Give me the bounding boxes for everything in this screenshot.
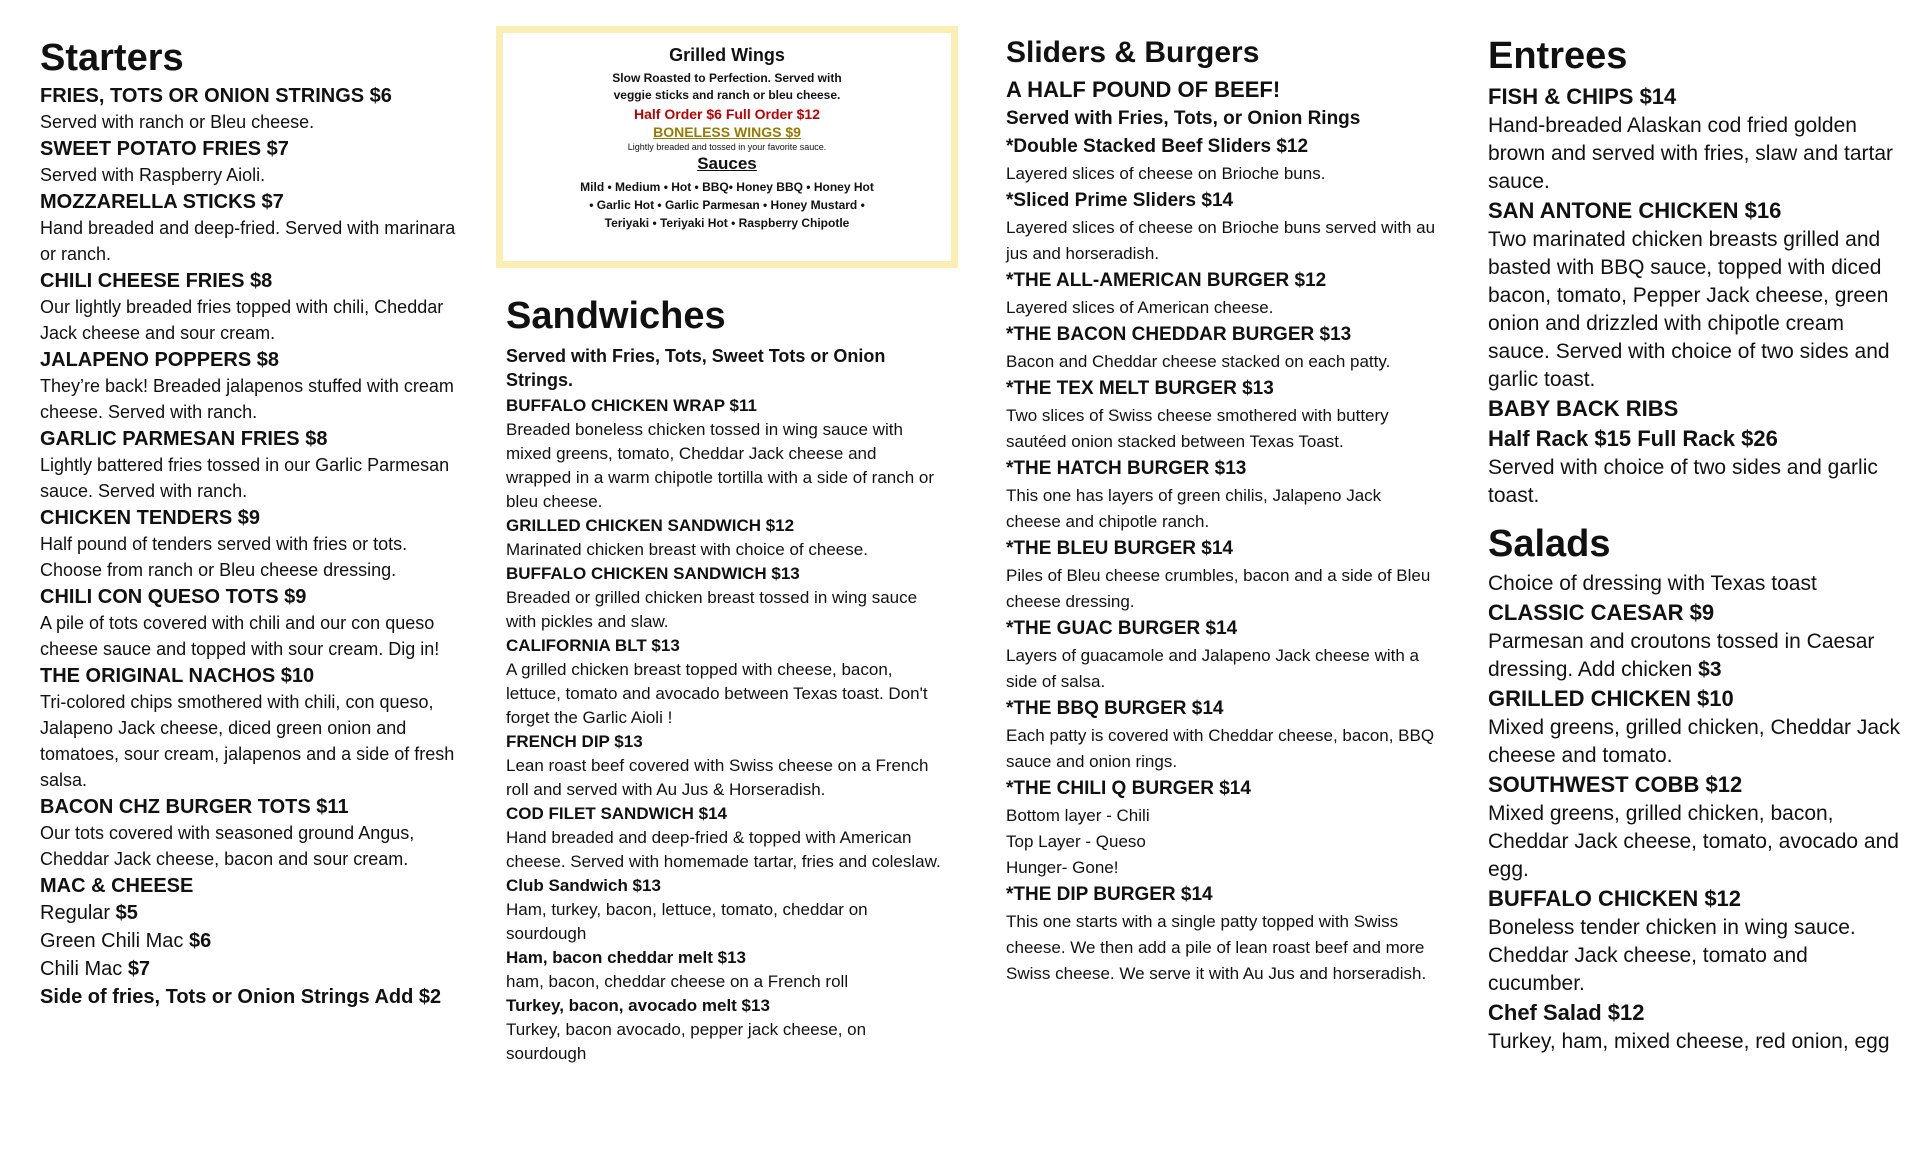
sandwiches-heading: Sandwiches <box>506 295 726 337</box>
menu-item <box>40 795 460 872</box>
menu-item <box>1488 598 1908 684</box>
menu-item-title: GRILLED CHICKEN SANDWICH $12 <box>506 515 795 535</box>
menu-item <box>1006 267 1436 321</box>
menu-item-desc: Served with Raspberry Aioli. <box>40 164 266 185</box>
menu-item-desc: Layered slices of cheese on Brioche buns. <box>1006 164 1326 183</box>
boneless-wings-title: BONELESS WINGS $9 <box>653 124 801 140</box>
menu-item-desc-line: Hunger- Gone! <box>1006 858 1119 877</box>
menu-item-desc: Breaded or grilled chicken breast tossed in wing sauce with pickles and slaw. <box>506 587 918 631</box>
menu-item-desc: Hand breaded and deep-fried. Served with marinara or ranch. <box>40 217 456 264</box>
menu-item-title: *THE HATCH BURGER $13 <box>1006 458 1247 479</box>
menu-item-desc: Two slices of Swiss cheese smothered with buttery sautéed onion stacked between Texas Toast. <box>1006 406 1389 451</box>
menu-item-title: *THE ALL-AMERICAN BURGER $12 <box>1006 270 1327 291</box>
menu-item-title: *THE BLEU BURGER $14 <box>1006 538 1233 559</box>
menu-item <box>1488 884 1908 998</box>
menu-item-title: GARLIC PARMESAN FRIES $8 <box>40 427 328 450</box>
menu-item-desc: A pile of tots covered with chili and our con queso cheese sauce and topped with sour cream. Dig in! <box>40 612 440 659</box>
burgers-heading: Sliders & Burgers <box>1006 36 1260 69</box>
sandwiches-section <box>506 296 946 1066</box>
menu-item-desc: Tri-colored chips smothered with chili, con queso, Jalapeno Jack cheese, diced green onion and tomatoes, sour cream, jalapenos and a side of fresh salsa. <box>40 691 455 790</box>
mac-option <box>40 899 460 927</box>
menu-item <box>1488 82 1908 196</box>
menu-item-title: *THE BBQ BURGER $14 <box>1006 698 1224 719</box>
menu-item-title: FRIES, TOTS OR ONION STRINGS $6 <box>40 84 392 107</box>
boneless-wings-note: Lightly breaded and tossed in your favorite sauce. <box>627 142 827 152</box>
menu-item-desc: Ham, turkey, bacon, lettuce, tomato, cheddar on sourdough <box>506 899 868 943</box>
menu-item-desc: ham, bacon, cheddar cheese on a French roll <box>506 971 849 991</box>
menu-item <box>1488 998 1908 1056</box>
menu-item <box>1006 881 1436 987</box>
menu-item <box>40 84 460 135</box>
menu-item-title: BACON CHZ BURGER TOTS $11 <box>40 795 349 818</box>
sauces-title: Sauces <box>697 154 757 173</box>
menu-item <box>40 137 460 188</box>
menu-item <box>1006 695 1436 775</box>
menu-item-title: SAN ANTONE CHICKEN $16 <box>1488 197 1782 223</box>
side-addon-line: Side of fries, Tots or Onion Strings Add $2 <box>40 985 442 1008</box>
menu-item-title: FISH & CHIPS $14 <box>1488 83 1677 109</box>
sandwiches-subheading: Served with Fries, Tots, Sweet Tots or Onion Strings. <box>506 345 886 390</box>
mac-option <box>40 955 460 983</box>
menu-item-desc: A grilled chicken breast topped with cheese, bacon, lettuce, tomato and avocado between Texas toast. Don't forget the Garlic Aioli ! <box>506 659 928 727</box>
menu-item-desc: This one starts with a single patty topped with Swiss cheese. We then add a pile of lean roast beef and more Swiss cheese. We serve it with Au Jus and horseradish. <box>1006 912 1427 983</box>
menu-item-title: Club Sandwich $13 <box>506 875 661 895</box>
menu-item <box>40 427 460 504</box>
starters-heading: Starters <box>40 37 184 79</box>
salads-subheading: Choice of dressing with Texas toast <box>1488 571 1817 595</box>
menu-item-title: *Double Stacked Beef Sliders $12 <box>1006 136 1309 157</box>
menu-item-title: MOZZARELLA STICKS $7 <box>40 190 284 213</box>
menu-item <box>40 190 460 267</box>
menu-item-desc: Lean roast beef covered with Swiss cheese on a French roll and served with Au Jus & Horseradish. <box>506 755 929 799</box>
entrees-heading: Entrees <box>1488 35 1628 77</box>
menu-item <box>40 585 460 662</box>
menu-item <box>1006 133 1436 187</box>
menu-item <box>506 634 946 730</box>
menu-item-title: Ham, bacon cheddar melt $13 <box>506 947 746 967</box>
menu-item-title: CHICKEN TENDERS $9 <box>40 506 261 529</box>
mac-option-name: Chili Mac <box>40 957 123 980</box>
menu-item-title: SWEET POTATO FRIES $7 <box>40 137 289 160</box>
menu-item <box>506 874 946 946</box>
menu-item-desc: Bacon and Cheddar cheese stacked on each patty. <box>1006 352 1391 371</box>
menu-item <box>506 394 946 514</box>
menu-item-title: CHILI CHEESE FRIES $8 <box>40 269 273 292</box>
mac-option-name: Regular <box>40 901 111 924</box>
menu-item <box>1006 375 1436 455</box>
menu-item-title: JALAPENO POPPERS $8 <box>40 348 279 371</box>
menu-item-title: *THE BACON CHEDDAR BURGER $13 <box>1006 324 1352 345</box>
menu-item <box>506 946 946 994</box>
menu-item-desc: Boneless tender chicken in wing sauce. Cheddar Jack cheese, tomato and cucumber. <box>1488 915 1856 995</box>
entrees-section <box>1488 36 1908 1056</box>
menu-item-desc: Hand-breaded Alaskan cod fried golden brown and served with fries, slaw and tartar sauce. <box>1488 113 1894 193</box>
menu-item <box>1006 535 1436 615</box>
menu-item-desc: Mixed greens, grilled chicken, bacon, Cheddar Jack cheese, tomato, avocado and egg. <box>1488 801 1899 881</box>
menu-item <box>1006 187 1436 267</box>
wings-price: Half Order $6 Full Order $12 <box>634 106 820 122</box>
menu-item-desc <box>1488 628 1908 684</box>
menu-item-title: BUFFALO CHICKEN WRAP $11 <box>506 395 757 415</box>
mac-cheese-item <box>40 874 460 983</box>
menu-item-desc: Half pound of tenders served with fries or tots. Choose from ranch or Bleu cheese dressing. <box>40 533 408 580</box>
menu-item-desc: They’re back! Breaded jalapenos stuffed with cream cheese. Served with ranch. <box>40 375 454 422</box>
menu-item <box>40 348 460 425</box>
ribs-price-line: Half Rack $15 Full Rack $26 <box>1488 425 1778 451</box>
menu-item-title: CALIFORNIA BLT $13 <box>506 635 680 655</box>
menu-item-title: SOUTHWEST COBB $12 <box>1488 771 1743 797</box>
caesar-addon-price: $3 <box>1698 657 1722 681</box>
menu-item <box>1488 196 1908 394</box>
wings-title: Grilled Wings <box>669 45 785 65</box>
menu-item <box>1488 684 1908 770</box>
menu-item-desc: Two marinated chicken breasts grilled and basted with BBQ sauce, topped with diced bacon, tomato, Pepper Jack cheese, green onion and drizzled with chipotle cream sauce. Served with choice of two sides and garlic toast. <box>1488 227 1890 391</box>
menu-item-title: CLASSIC CAESAR $9 <box>1488 599 1715 625</box>
menu-item <box>1006 615 1436 695</box>
menu-item <box>506 730 946 802</box>
menu-item-title: Chef Salad $12 <box>1488 999 1645 1025</box>
menu-item <box>40 664 460 793</box>
menu-item-title: *THE CHILI Q BURGER $14 <box>1006 778 1251 799</box>
menu-item <box>1488 394 1908 510</box>
menu-item <box>506 994 946 1066</box>
menu-item-title: *THE TEX MELT BURGER $13 <box>1006 378 1274 399</box>
menu-item-desc: Turkey, bacon avocado, pepper jack cheese, on sourdough <box>506 1019 867 1063</box>
wings-desc-line: veggie sticks and ranch or bleu cheese. <box>613 88 841 102</box>
menu-item-desc: Piles of Bleu cheese crumbles, bacon and a side of Bleu cheese dressing. <box>1006 566 1431 611</box>
mac-option-price: $5 <box>115 901 138 924</box>
menu-item-desc: Our lightly breaded fries topped with chili, Cheddar Jack cheese and sour cream. <box>40 296 444 343</box>
menu-item-title: BUFFALO CHICKEN SANDWICH $13 <box>506 563 800 583</box>
menu-item-desc: Each patty is covered with Cheddar cheese, bacon, BBQ sauce and onion rings. <box>1006 726 1435 771</box>
mac-option-name: Green Chili Mac <box>40 929 184 952</box>
menu-item-title: THE ORIGINAL NACHOS $10 <box>40 664 315 687</box>
wings-desc-line: Slow Roasted to Perfection. Served with <box>612 71 842 85</box>
mac-cheese-title: MAC & CHEESE <box>40 874 194 897</box>
menu-item-title: BABY BACK RIBS <box>1488 395 1679 421</box>
menu-item-desc: Mixed greens, grilled chicken, Cheddar Jack cheese and tomato. <box>1488 715 1901 767</box>
burgers-section <box>1006 36 1436 987</box>
starters-section <box>40 38 460 1011</box>
menu-item <box>40 269 460 346</box>
menu-item-title: GRILLED CHICKEN $10 <box>1488 685 1734 711</box>
menu-item-desc: Marinated chicken breast with choice of cheese. <box>506 539 868 559</box>
menu-item <box>1488 770 1908 884</box>
menu-item-desc-line: Bottom layer - Chili <box>1006 806 1150 825</box>
menu-item-title: Turkey, bacon, avocado melt $13 <box>506 995 770 1015</box>
burgers-sides-note: Served with Fries, Tots, or Onion Rings <box>1006 108 1361 129</box>
menu-item-title: COD FILET SANDWICH $14 <box>506 803 728 823</box>
menu-item-desc: Served with choice of two sides and garlic toast. <box>1488 455 1878 507</box>
menu-item-title: BUFFALO CHICKEN $12 <box>1488 885 1742 911</box>
menu-item-desc: Lightly battered fries tossed in our Garlic Parmesan sauce. Served with ranch. <box>40 454 450 501</box>
sauces-list: Mild • Medium • Hot • BBQ• Honey BBQ • Honey Hot • Garlic Hot • Garlic Parmesan • Honey Mustard • Teriyaki • Teriyaki Hot • Raspberry Chipotle <box>580 180 874 230</box>
menu-item <box>506 802 946 874</box>
mac-option-price: $6 <box>188 929 212 952</box>
menu-item-desc: Our tots covered with seasoned ground Angus, Cheddar Jack cheese, bacon and sour cream. <box>40 822 415 869</box>
menu-item-title: *THE DIP BURGER $14 <box>1006 884 1213 905</box>
menu-item-title: *Sliced Prime Sliders $14 <box>1006 190 1234 211</box>
menu-item <box>1006 455 1436 535</box>
menu-item <box>506 562 946 634</box>
menu-item-desc: This one has layers of green chilis, Jalapeno Jack cheese and chipotle ranch. <box>1006 486 1382 531</box>
menu-item-title: *THE GUAC BURGER $14 <box>1006 618 1238 639</box>
menu-item-title: CHILI CON QUESO TOTS $9 <box>40 585 307 608</box>
caesar-desc-text: Parmesan and croutons tossed in Caesar dressing. Add chicken <box>1488 629 1875 681</box>
menu-item-title: FRENCH DIP $13 <box>506 731 643 751</box>
menu-item-desc: Hand breaded and deep-fried & topped with American cheese. Served with homemade tartar, fries and coleslaw. <box>506 827 941 871</box>
menu-item-desc: Layered slices of cheese on Brioche buns served with au jus and horseradish. <box>1006 218 1436 263</box>
grilled-wings-box <box>496 26 958 268</box>
menu-item-desc: Layers of guacamole and Jalapeno Jack cheese with a side of salsa. <box>1006 646 1419 691</box>
menu-item-desc: Breaded boneless chicken tossed in wing sauce with mixed greens, tomato, Cheddar Jack cheese and wrapped in a warm chipotle tortilla with a side of ranch or bleu cheese. <box>506 419 935 511</box>
menu-item <box>1006 775 1436 881</box>
menu-item-desc: Layered slices of American cheese. <box>1006 298 1274 317</box>
salads-heading: Salads <box>1488 522 1611 565</box>
menu-item-desc-line: Top Layer - Queso <box>1006 832 1146 851</box>
menu-item-desc: Turkey, ham, mixed cheese, red onion, egg <box>1488 1029 1890 1053</box>
menu-item <box>40 506 460 583</box>
burgers-subheading: A HALF POUND OF BEEF! <box>1006 77 1281 102</box>
menu-item-desc: Served with ranch or Bleu cheese. <box>40 111 315 132</box>
menu-item <box>1006 321 1436 375</box>
mac-option-price: $7 <box>127 957 151 980</box>
menu-item <box>506 514 946 562</box>
mac-option <box>40 927 460 955</box>
